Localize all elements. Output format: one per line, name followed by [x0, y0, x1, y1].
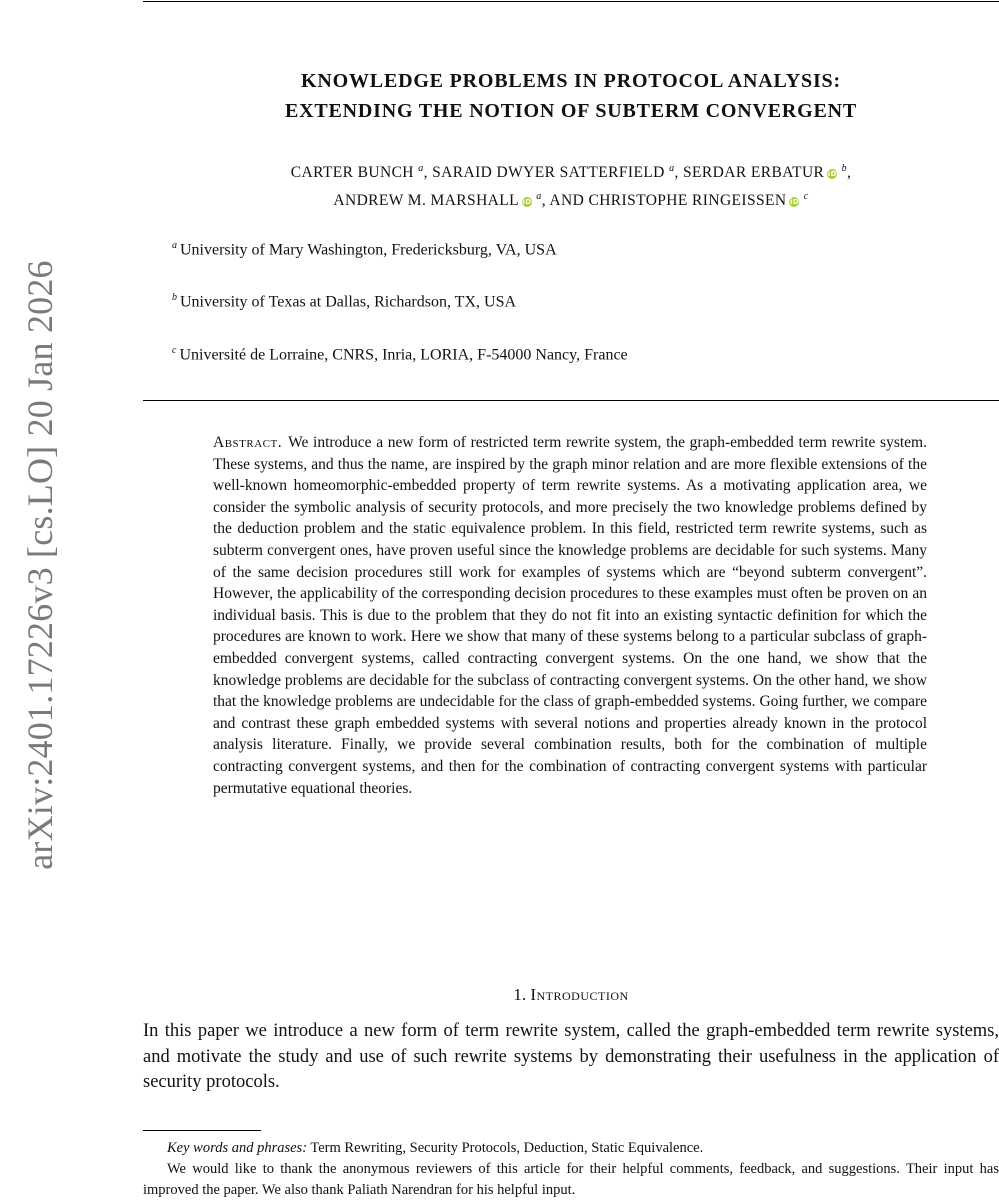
title-line-1: KNOWLEDGE PROBLEMS IN PROTOCOL ANALYSIS:	[301, 70, 841, 92]
arxiv-identifier[interactable]: arXiv:2401.17226v3 [cs.LO] 20 Jan 2026	[20, 260, 60, 870]
title-line-2: EXTENDING THE NOTION OF SUBTERM CONVERGENT	[284, 100, 858, 122]
author-name: ANDREW M. MARSHALL	[333, 192, 519, 210]
keywords-footnote	[143, 1138, 999, 1159]
author-name: SERDAR ERBATUR	[683, 164, 825, 182]
paper-title	[143, 66, 999, 126]
author-name: SARAID DWYER SATTERFIELD	[432, 164, 665, 182]
affiliation-mark: a	[536, 191, 542, 203]
orcid-icon[interactable]: iD	[522, 198, 532, 207]
section-rule	[143, 400, 999, 401]
abstract-label: Abstract.	[213, 434, 283, 451]
affiliation-mark: c	[172, 345, 177, 356]
author-name: CARTER BUNCH	[290, 164, 414, 182]
affiliation-text: University of Mary Washington, Fredericksburg, VA, USA	[180, 241, 557, 259]
footnote-rule	[143, 1130, 261, 1131]
abstract-text: We introduce a new form of restricted term rewrite system, the graph-embedded term rewrite system. These systems, and thus the name, are inspired by the graph minor relation and are more flexible extensions of the well-known homeomorphic-embedded property of term rewrite systems. As a motivating application area, we consider the symbolic analysis of security protocols, and more precisely the two knowledge problems defined by the deduction problem and the static equivalence problem. In this field, restricted term rewrite systems, such as subterm convergent ones, have proven useful since the knowledge problems are decidable for such systems. Many of the same decision procedures still work for examples of systems which are “beyond subterm convergent”. However, the applicability of the corresponding decision procedures to these examples must often be proven on an individual basis. This is due to the problem that they do not fit into an existing syntactic definition for which the procedures are known to work. Here we show that many of these systems belong to a particular subclass of graph-embedded convergent systems, called contracting convergent systems. On the one hand, we show that the knowledge problems are decidable for the subclass of contracting convergent systems. On the other hand, we show that the knowledge problems are undecidable for the class of graph-embedded systems. Going further, we compare and contrast these graph embedded systems with several notions and properties already known in the protocol analysis literature. Finally, we provide several combination results, both for the combination of multiple contracting convergent systems, and then for the combination of contracting convergent systems with particular permutative equational theories.	[213, 434, 927, 797]
section-heading	[143, 985, 999, 1005]
affiliation-b	[172, 292, 516, 311]
intro-paragraph: In this paper we introduce a new form of term rewrite system, called the graph-embedded term rewrite systems, and motivate the study and use of such rewrite systems by demonstrating their usefulness in the application of security protocols.	[143, 1021, 999, 1093]
affiliation-c	[172, 345, 628, 364]
author-line-1: CARTER BUNCH $^a$, SARAID DWYER SATTERFIELD $^a$, SERDAR ERBATUR iD $^b$,	[290, 163, 852, 182]
top-rule	[143, 1, 999, 2]
orcid-icon[interactable]: iD	[827, 170, 837, 179]
affiliation-mark: a	[669, 163, 675, 174]
affiliation-mark: b	[841, 163, 847, 174]
affiliation-mark: b	[172, 292, 177, 303]
footnotes	[143, 1138, 999, 1201]
keywords-label: Key words and phrases:	[167, 1140, 308, 1156]
affiliation-mark: c	[803, 191, 809, 203]
author-conjunction: AND	[549, 192, 585, 210]
affiliation-mark: a	[172, 240, 177, 251]
author-list	[143, 157, 999, 213]
author-line-2: ANDREW M. MARSHALL iD $^a$, AND CHRISTOPHE RINGEISSEN iD $^c$	[333, 191, 809, 210]
affiliation-text: University of Texas at Dallas, Richardson, TX, USA	[180, 293, 517, 311]
keywords-text: Term Rewriting, Security Protocols, Deduction, Static Equivalence.	[310, 1140, 704, 1156]
section-number: 1.	[513, 985, 527, 1004]
affiliation-text: Université de Lorraine, CNRS, Inria, LORIA, F-54000 Nancy, France	[179, 346, 628, 364]
affiliation-a	[172, 240, 557, 259]
abstract	[213, 432, 927, 799]
author-name: CHRISTOPHE RINGEISSEN	[588, 192, 787, 210]
affiliation-mark: a	[418, 163, 424, 174]
orcid-icon[interactable]: iD	[789, 198, 799, 207]
section-name: Introduction	[530, 985, 629, 1004]
acknowledgment-footnote: We would like to thank the anonymous reviewers of this article for their helpful comments, feedback, and suggestions. Their input has improved the paper. We also thank Paliath Narendran for his helpful input.	[143, 1161, 999, 1198]
